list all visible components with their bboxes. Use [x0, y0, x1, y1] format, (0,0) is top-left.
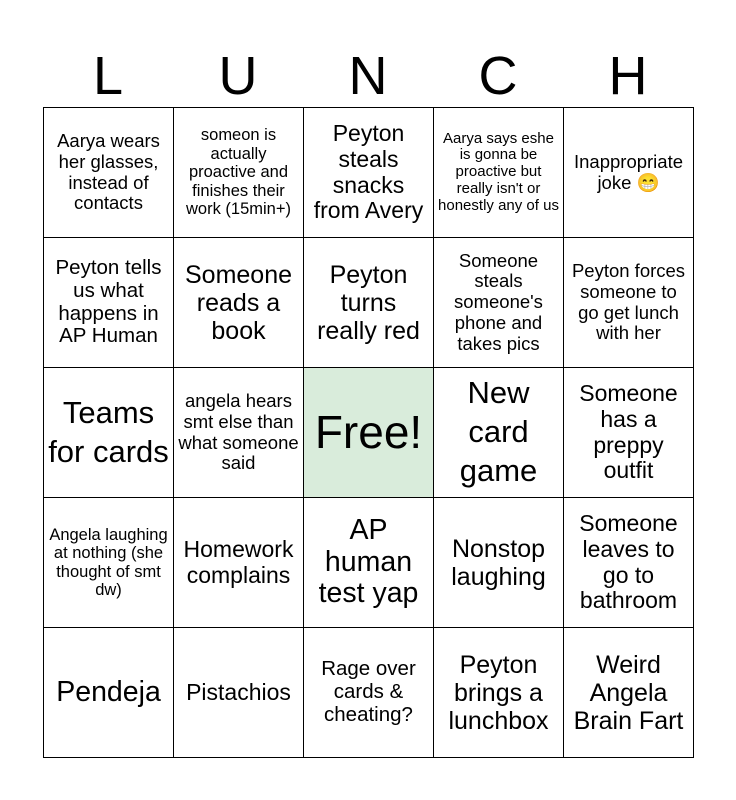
free-space-cell[interactable]: [304, 368, 434, 498]
bingo-board: [43, 107, 694, 758]
bingo-cell[interactable]: [44, 498, 174, 628]
cell-text: Aarya wears her glasses, instead of contacts: [57, 130, 160, 214]
cell-text: Someone reads a book: [184, 260, 293, 345]
cell-text: Angela laughing at nothing (she thought of smt dw): [49, 525, 168, 599]
cell-text: New card game: [459, 375, 538, 488]
bingo-cell[interactable]: [564, 368, 694, 498]
cell-text: Peyton turns really red: [317, 260, 420, 345]
free-space-text: Free!: [314, 405, 423, 458]
bingo-cell[interactable]: [44, 108, 174, 238]
bingo-cell[interactable]: [564, 108, 694, 238]
header-letter-c: C: [478, 46, 518, 106]
bingo-cell[interactable]: [174, 368, 304, 498]
cell-text: Homework complains: [183, 535, 294, 588]
header-letter-h: H: [608, 46, 648, 106]
bingo-header: [43, 46, 693, 106]
cell-text: Someone has a preppy outfit: [579, 380, 678, 484]
cell-text: AP human test yap: [318, 513, 419, 610]
bingo-cell[interactable]: [564, 628, 694, 758]
bingo-cell[interactable]: [304, 498, 434, 628]
bingo-cell[interactable]: [44, 238, 174, 368]
bingo-cell[interactable]: [174, 498, 304, 628]
cell-text: Peyton brings a lunchbox: [448, 650, 549, 735]
cell-text: someon is actually proactive and finishes their work (15min+): [186, 126, 291, 219]
cell-text: Inappropriate joke 😁: [573, 150, 684, 193]
cell-text: angela hears smt else than what someone said: [178, 390, 299, 474]
cell-text: Pendeja: [56, 675, 161, 708]
bingo-cell[interactable]: [44, 368, 174, 498]
bingo-cell[interactable]: [304, 108, 434, 238]
cell-text: Nonstop laughing: [451, 534, 546, 591]
bingo-cell[interactable]: [564, 498, 694, 628]
bingo-cell[interactable]: [174, 238, 304, 368]
bingo-cell[interactable]: [44, 628, 174, 758]
bingo-cell[interactable]: [434, 368, 564, 498]
cell-text: Aarya says eshe is gonna be proactive but really isn't or honestly any of us: [438, 129, 559, 214]
bingo-cell[interactable]: [434, 498, 564, 628]
bingo-cell[interactable]: [434, 628, 564, 758]
cell-text: Someone steals someone's phone and takes pics: [454, 249, 543, 354]
header-letter-u: U: [218, 46, 258, 106]
cell-text: Weird Angela Brain Fart: [573, 650, 684, 735]
bingo-cell[interactable]: [564, 238, 694, 368]
bingo-cell[interactable]: [434, 108, 564, 238]
cell-text: Rage over cards & cheating?: [321, 657, 416, 726]
cell-text: Peyton tells us what happens in AP Human: [55, 255, 162, 348]
cell-text: Pistachios: [186, 678, 291, 705]
bingo-cell[interactable]: [304, 238, 434, 368]
header-letter-l: L: [92, 46, 124, 106]
bingo-cell[interactable]: [304, 628, 434, 758]
cell-text: Someone leaves to go to bathroom: [579, 510, 678, 614]
bingo-cell[interactable]: [434, 238, 564, 368]
bingo-cell[interactable]: [174, 628, 304, 758]
cell-text: Peyton forces someone to go get lunch with her: [571, 260, 686, 344]
header-letter-n: N: [348, 46, 388, 106]
cell-text: Peyton steals snacks from Avery: [313, 120, 424, 224]
cell-text: Teams for cards: [48, 394, 169, 469]
bingo-cell[interactable]: [174, 108, 304, 238]
